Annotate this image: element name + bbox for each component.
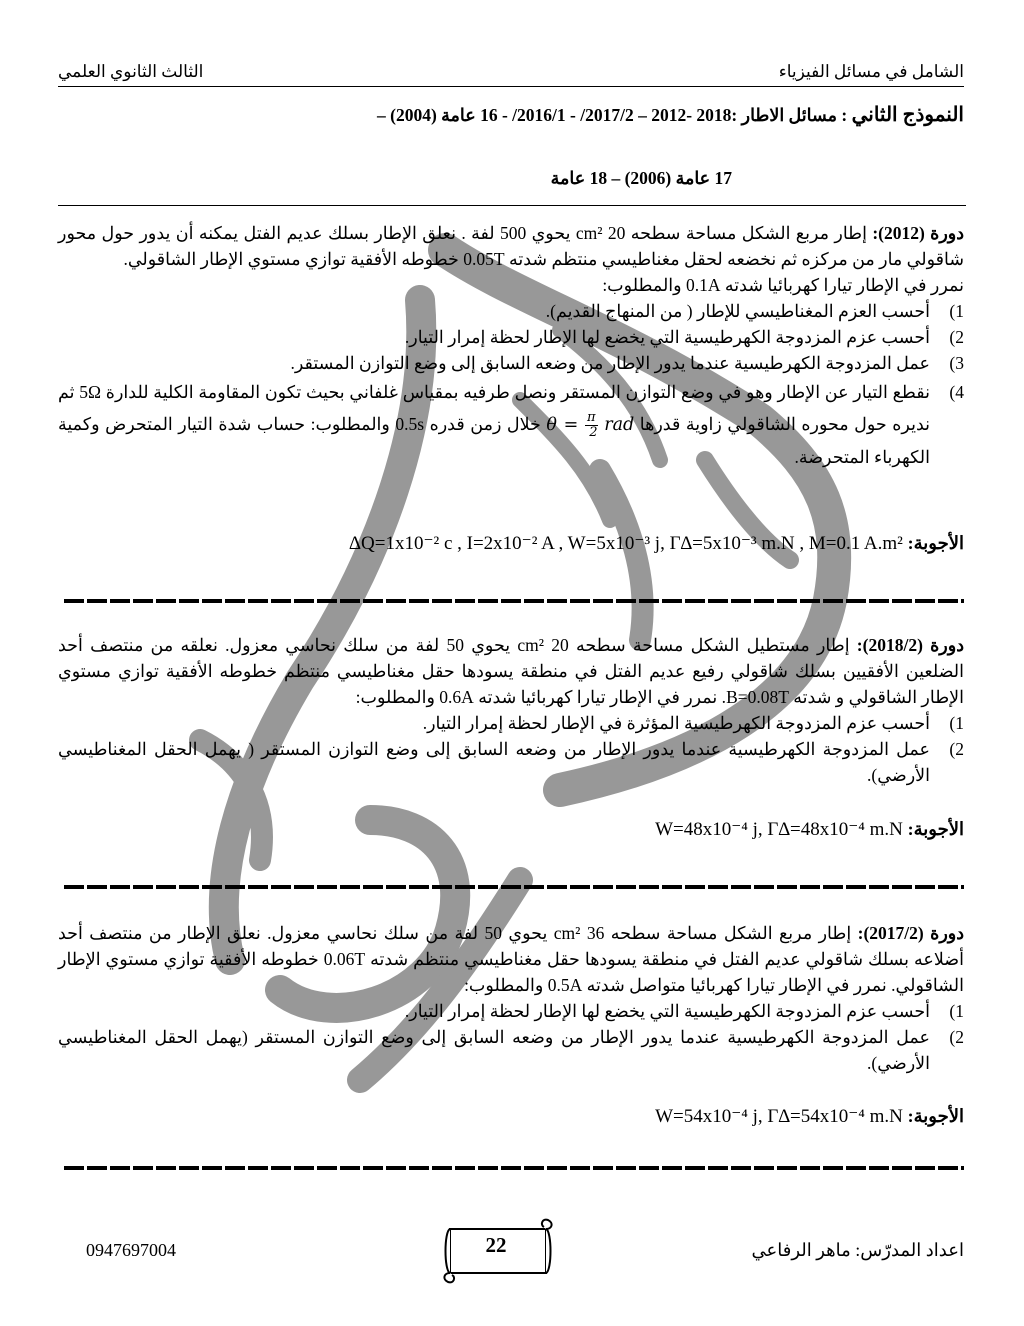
model-label: النموذج الثاني <box>851 104 964 126</box>
answer-1 <box>58 532 964 555</box>
list-item: 2) عمل المزدوجة الكهرطيسية عندما يدور الإطار من وضعه السابق إلى وضع التوازن المستقر (يهمل الحقل المغناطيسي الأرضي). <box>58 1027 964 1073</box>
answer-3 <box>58 1105 964 1128</box>
footer-phone: 0947697004 <box>86 1240 176 1260</box>
list-item: 4) نقطع التيار عن الإطار وهو في وضع التوازن المستقر ونصل طرفيه بمقياس غلفاني بحيث تكون المقاومة الكلية للدارة 5Ω ثم نديره حول محوره الشاقولي زاوية قدرها θ = $\frac{\pi}{2}$ rad خلال زمن قدره 0.5s والمطلوب: حساب شدة التيار المتحرض وكمية الكهرباء المتحرضة. <box>58 382 964 467</box>
problem-intro: دورة (2018/2): إطار مستطيل الشكل مساحة سطحه 20 cm² يحوي 50 لفة من سلك نحاسي معزول. نعلقه من منتصف أحد الضلعين الأفقيين بسلك شاقولي رفيع عديم الفتل في منطقة يسودها حقل مغناطيسي منتظم خطوطه الأفقية توازي مستوي الإطار الشاقولي و شدته B=0.08T. نمرر في الإطار تيارا كهربائيا شدته 0.6A والمطلوب: <box>58 635 965 707</box>
problem-1 <box>58 220 964 473</box>
answer-values: W=54x10⁻⁴ j, Γ∆=54x10⁻⁴ m.N <box>655 1106 903 1127</box>
list-item: 2) عمل المزدوجة الكهرطيسية عندما يدور الإطار من وضعه السابق إلى وضع التوازن المستقر ( يهمل الحقل المغناطيسي الأرضي). <box>58 739 964 785</box>
list-item: 1) أحسب عزم المزدوجة الكهرطيسية التي يخضع لها الإطار لحظة إمرار التيار. <box>404 1001 964 1021</box>
problem-items <box>58 998 964 1076</box>
problem-intro: دورة (2012): إطار مربع الشكل مساحة سطحه 20 cm² يحوي 500 لفة . نعلق الإطار بسلك عديم الفتل يمكنه أن يدور حول محور شاقولي مار من مركزه ثم نخضعه لحقل مغناطيسي منتظم شدته 0.05T خطوطه الأفقية توازي مستوي الإطار الشاقولي. <box>58 223 965 269</box>
dashed-divider <box>64 1166 964 1170</box>
angle-equation: θ = $\frac{\pi}{2}$ rad <box>546 410 635 440</box>
dashed-divider <box>64 885 964 889</box>
model-line2: 17 عامة (2006) – 18 عامة <box>550 168 732 188</box>
answer-2 <box>58 818 964 841</box>
list-item: 1) أحسب عزم المزدوجة الكهرطيسية المؤثرة في الإطار لحظة إمرار التيار. <box>422 713 964 733</box>
footer-author: اعداد المدرّس: ماهر الرفاعي <box>751 1240 964 1260</box>
problem-intro-2: نمرر في الإطار تيارا كهربائيا شدته 0.1A والمطلوب: <box>602 275 964 295</box>
fraction: $\frac{\pi}{2}$ <box>587 410 598 440</box>
answer-values: ΔQ=1x10⁻² c , I=2x10⁻² A , W=5x10⁻³ j, Γ∆=5x10⁻³ m.N , M=0.1 A.m² <box>348 533 903 554</box>
problem-items <box>58 710 964 788</box>
header-title: الشامل في مسائل الفيزياء <box>778 62 964 81</box>
problem-items <box>58 298 964 473</box>
answer-values: W=48x10⁻⁴ j, Γ∆=48x10⁻⁴ m.N <box>655 819 903 840</box>
dashed-divider <box>64 599 964 603</box>
problem-title: دورة (2017/2): <box>857 923 965 943</box>
page-header <box>58 62 964 87</box>
page-number: 22 <box>485 1233 507 1257</box>
problem-title: دورة (2018/2): <box>856 635 965 655</box>
page-number-scroll <box>440 1217 556 1287</box>
answer-label: الأجوبة: <box>907 1106 964 1126</box>
list-item: 2) أحسب عزم المزدوجة الكهرطيسية التي يخضع لها الإطار لحظة إمرار التيار. <box>404 327 964 347</box>
model-line1: : مسائل الاطار :2018 -2012 – 2017/2/ - 2016/1/ - 16 عامة (2004) – <box>377 105 848 125</box>
answer-label: الأجوبة: <box>907 819 964 839</box>
problem-2 <box>58 632 964 788</box>
answer-label: الأجوبة: <box>907 533 964 553</box>
problem-title: دورة (2012): <box>872 223 965 243</box>
divider <box>58 205 966 206</box>
header-grade: الثالث الثانوي العلمي <box>58 62 204 81</box>
list-item: 3) عمل المزدوجة الكهرطيسية عندما يدور الإطار من وضعه السابق إلى وضع التوازن المستقر. <box>290 353 964 373</box>
list-item: 1) أحسب العزم المغناطيسي للإطار ( من المنهاج القديم). <box>545 301 964 321</box>
model-title <box>58 102 964 127</box>
problem-intro: دورة (2017/2): إطار مربع الشكل مساحة سطحه 36 cm² يحوي 50 لفة من سلك نحاسي معزول. نعلق الإطار من منتصف أحد أضلاعه بسلك شاقولي عديم الفتل في منطقة يسودها حقل مغناطيسي منتظم شدته 0.06T خطوطه الأفقية توازي مستوي الإطار الشاقولي. نمرر في الإطار تيارا كهربائيا متواصل شدته 0.5A والمطلوب: <box>58 923 965 995</box>
problem-3 <box>58 920 964 1076</box>
